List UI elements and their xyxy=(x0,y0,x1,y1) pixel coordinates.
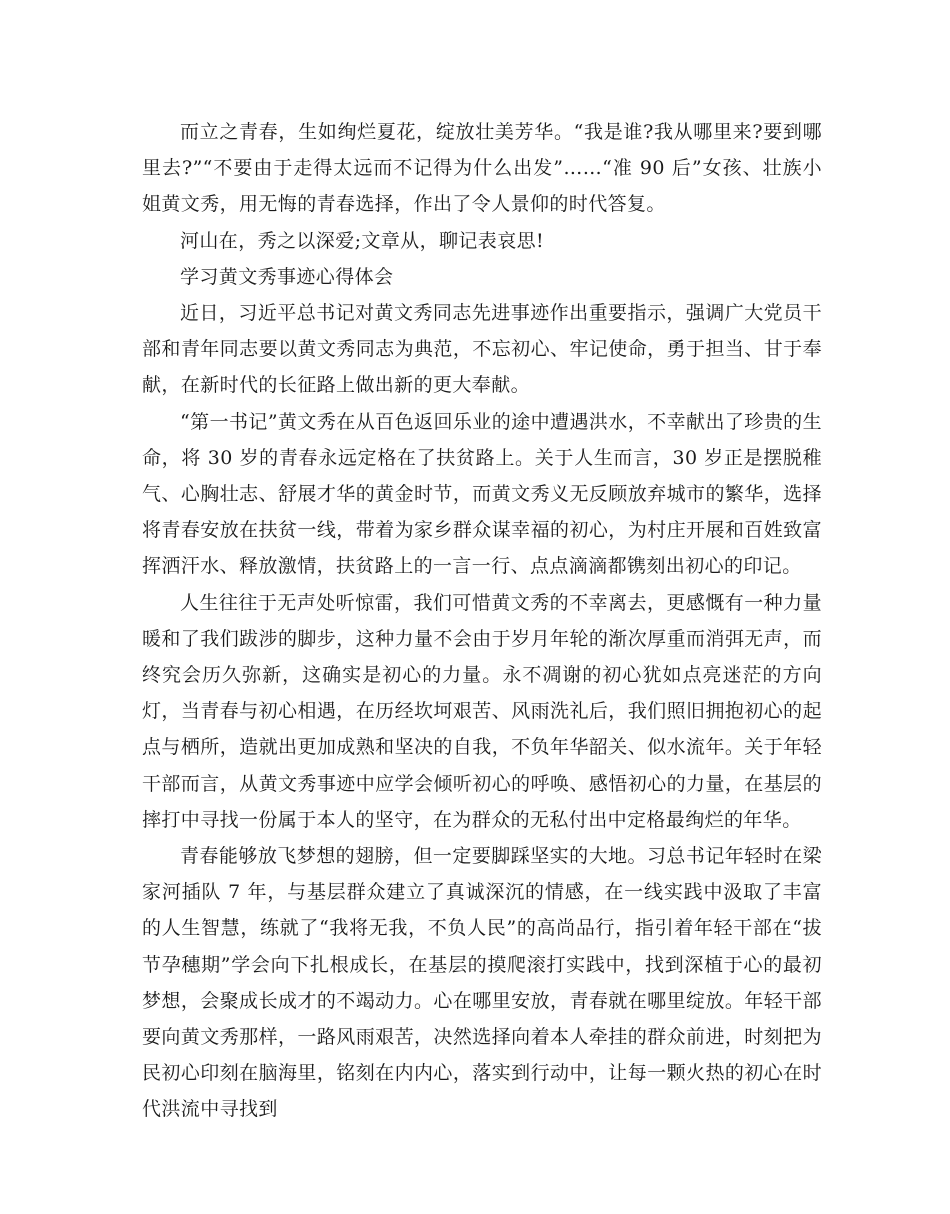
document-body xyxy=(142,114,822,1128)
paragraph-instruction: 近日，习近平总书记对黄文秀同志先进事迹作出重要指示，强调广大党员干部和青年同志要以黄文秀同志为典范，不忘初心、牢记使命，勇于担当、甘于奉献，在新时代的长征路上做出新的更大奉献。 xyxy=(142,302,822,397)
paragraph-youth-dream: 青春能够放飞梦想的翅膀，但一定要脚踩坚实的大地。习总书记年轻时在梁家河插队 7 年，与基层群众建立了真诚深沉的情感，在一线实践中汲取了丰富的人生智慧，练就了“我将无我，不负人民”的高尚品行，指引着年轻干部在“拔节孕穗期”学会向下扎根成长，在基层的摸爬滚打实践中，找到深植于心的最初梦想，会聚成长成才的不竭动力。心在哪里安放，青春就在哪里绽放。年轻干部要向黄文秀那样，一路风雨艰苦，决然选择向着本人牵挂的群众前进，时刻把为民初心印刻在脑海里，铭刻在内内心，落实到行动中，让每一颗火热的初心在时代洪流中寻找到 xyxy=(142,845,822,1121)
paragraph-intro: 而立之青春，生如绚烂夏花，绽放壮美芳华。“我是谁?我从哪里来?要到哪里去?”“不要由于走得太远而不记得为什么出发”……“准 90 后”女孩、壮族小姐黄文秀，用无悔的青春选择，作出了令人景仰的时代答复。 xyxy=(142,121,822,216)
paragraph-first-secretary: “第一书记”黄文秀在从百色返回乐业的途中遭遇洪水，不幸献出了珍贵的生命，将 30 岁的青春永远定格在了扶贫路上。关于人生而言，30 岁正是摆脱稚气、心胸壮志、舒展才华的黄金时节，而黄文秀义无反顾放弃城市的繁华，选择将青春安放在扶贫一线，带着为家乡群众谋幸福的初心，为村庄开展和百姓致富挥洒汗水、释放激情，扶贫路上的一言一行、点点滴滴都镌刻出初心的印记。 xyxy=(142,410,822,578)
paragraph-original-heart: 人生往往于无声处听惊雷，我们可惜黄文秀的不幸离去，更感慨有一种力量暖和了我们跋涉的脚步，这种力量不会由于岁月年轮的渐次厚重而消弭无声，而终究会历久弥新，这确实是初心的力量。永不凋谢的初心犹如点亮迷茫的方向灯，当青春与初心相遇，在历经坎坷艰苦、风雨洗礼后，我们照旧拥抱初心的起点与栖所，造就出更加成熟和坚决的自我，不负年华韶关、似水流年。关于年轻干部而言，从黄文秀事迹中应学会倾听初心的呼唤、感悟初心的力量，在基层的摔打中寻找一份属于本人的坚守，在为群众的无私付出中定格最绚烂的年华。 xyxy=(142,591,822,831)
section-heading: 学习黄文秀事迹心得体会 xyxy=(180,265,394,288)
paragraph-elegy: 河山在，秀之以深爱;文章从，聊记表哀思! xyxy=(180,229,545,252)
